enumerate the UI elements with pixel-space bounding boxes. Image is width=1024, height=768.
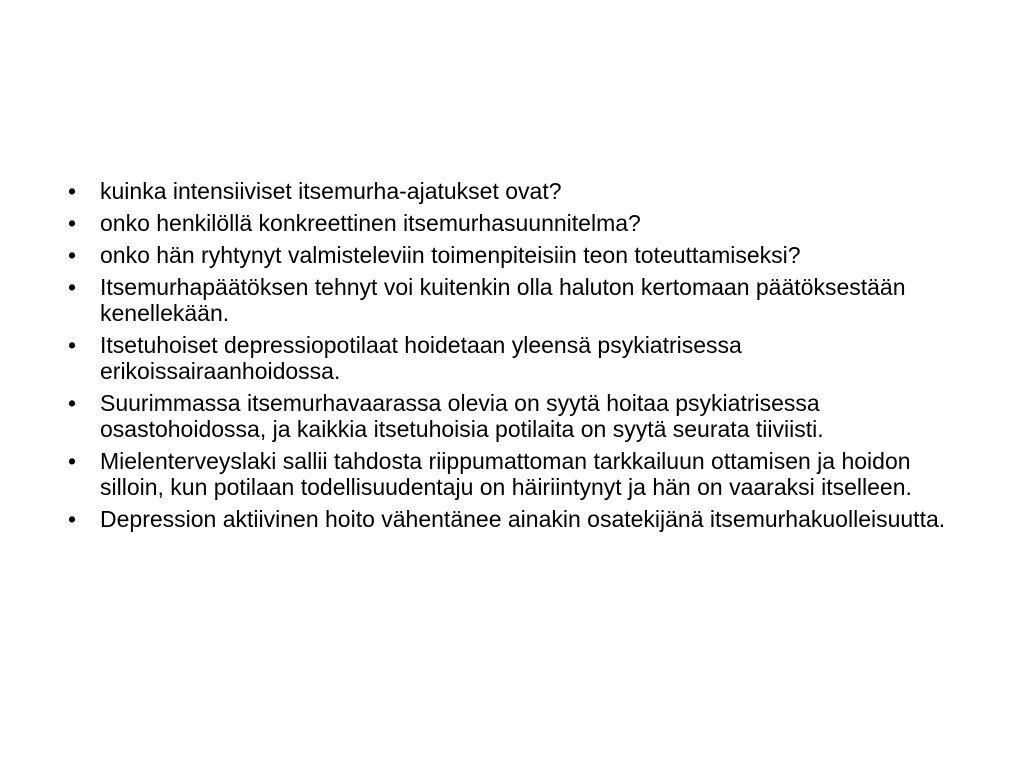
bullet-text: Suurimmassa itsemurhavaarassa olevia on syytä hoitaa psykiatrisessa osastohoidossa, ja kaikkia itsetuhoisia potilaita on syytä seurata tiiviisti. bbox=[100, 390, 824, 442]
bullet-dot: • bbox=[68, 390, 77, 416]
bullet-item bbox=[68, 178, 948, 204]
bullet-item bbox=[68, 274, 948, 326]
bullet-text: Mielenterveyslaki sallii tahdosta riippumattoman tarkkailuun ottamisen ja hoidon silloin, kun potilaan todellisuudentaju on häiriintynyt ja hän on vaaraksi itselleen. bbox=[100, 448, 912, 500]
bullet-item bbox=[68, 332, 948, 384]
bullet-text: onko henkilöllä konkreettinen itsemurhasuunnitelma? bbox=[100, 210, 641, 236]
bullet-dot: • bbox=[68, 332, 77, 358]
bullet-list bbox=[68, 178, 948, 538]
bullet-text: Depression aktiivinen hoito vähentänee ainakin osatekijänä itsemurhakuolleisuutta. bbox=[100, 506, 946, 532]
bullet-dot: • bbox=[68, 448, 77, 474]
bullet-dot: • bbox=[68, 274, 77, 300]
bullet-text: onko hän ryhtynyt valmisteleviin toimenpiteisiin teon toteuttamiseksi? bbox=[100, 242, 801, 268]
bullet-dot: • bbox=[68, 210, 77, 236]
bullet-item bbox=[68, 242, 948, 268]
bullet-dot: • bbox=[68, 178, 77, 204]
bullet-text: Itsemurhapäätöksen tehnyt voi kuitenkin olla haluton kertomaan päätöksestään kenellekään. bbox=[100, 274, 906, 326]
bullet-item bbox=[68, 506, 948, 532]
bullet-item bbox=[68, 448, 948, 500]
bullet-text: Itsetuhoiset depressiopotilaat hoidetaan yleensä psykiatrisessa erikoissairaanhoidossa. bbox=[100, 332, 742, 384]
bullet-dot: • bbox=[68, 506, 77, 532]
bullet-item bbox=[68, 210, 948, 236]
bullet-text: kuinka intensiiviset itsemurha-ajatukset ovat? bbox=[100, 178, 562, 204]
bullet-item bbox=[68, 390, 948, 442]
bullet-dot: • bbox=[68, 242, 77, 268]
